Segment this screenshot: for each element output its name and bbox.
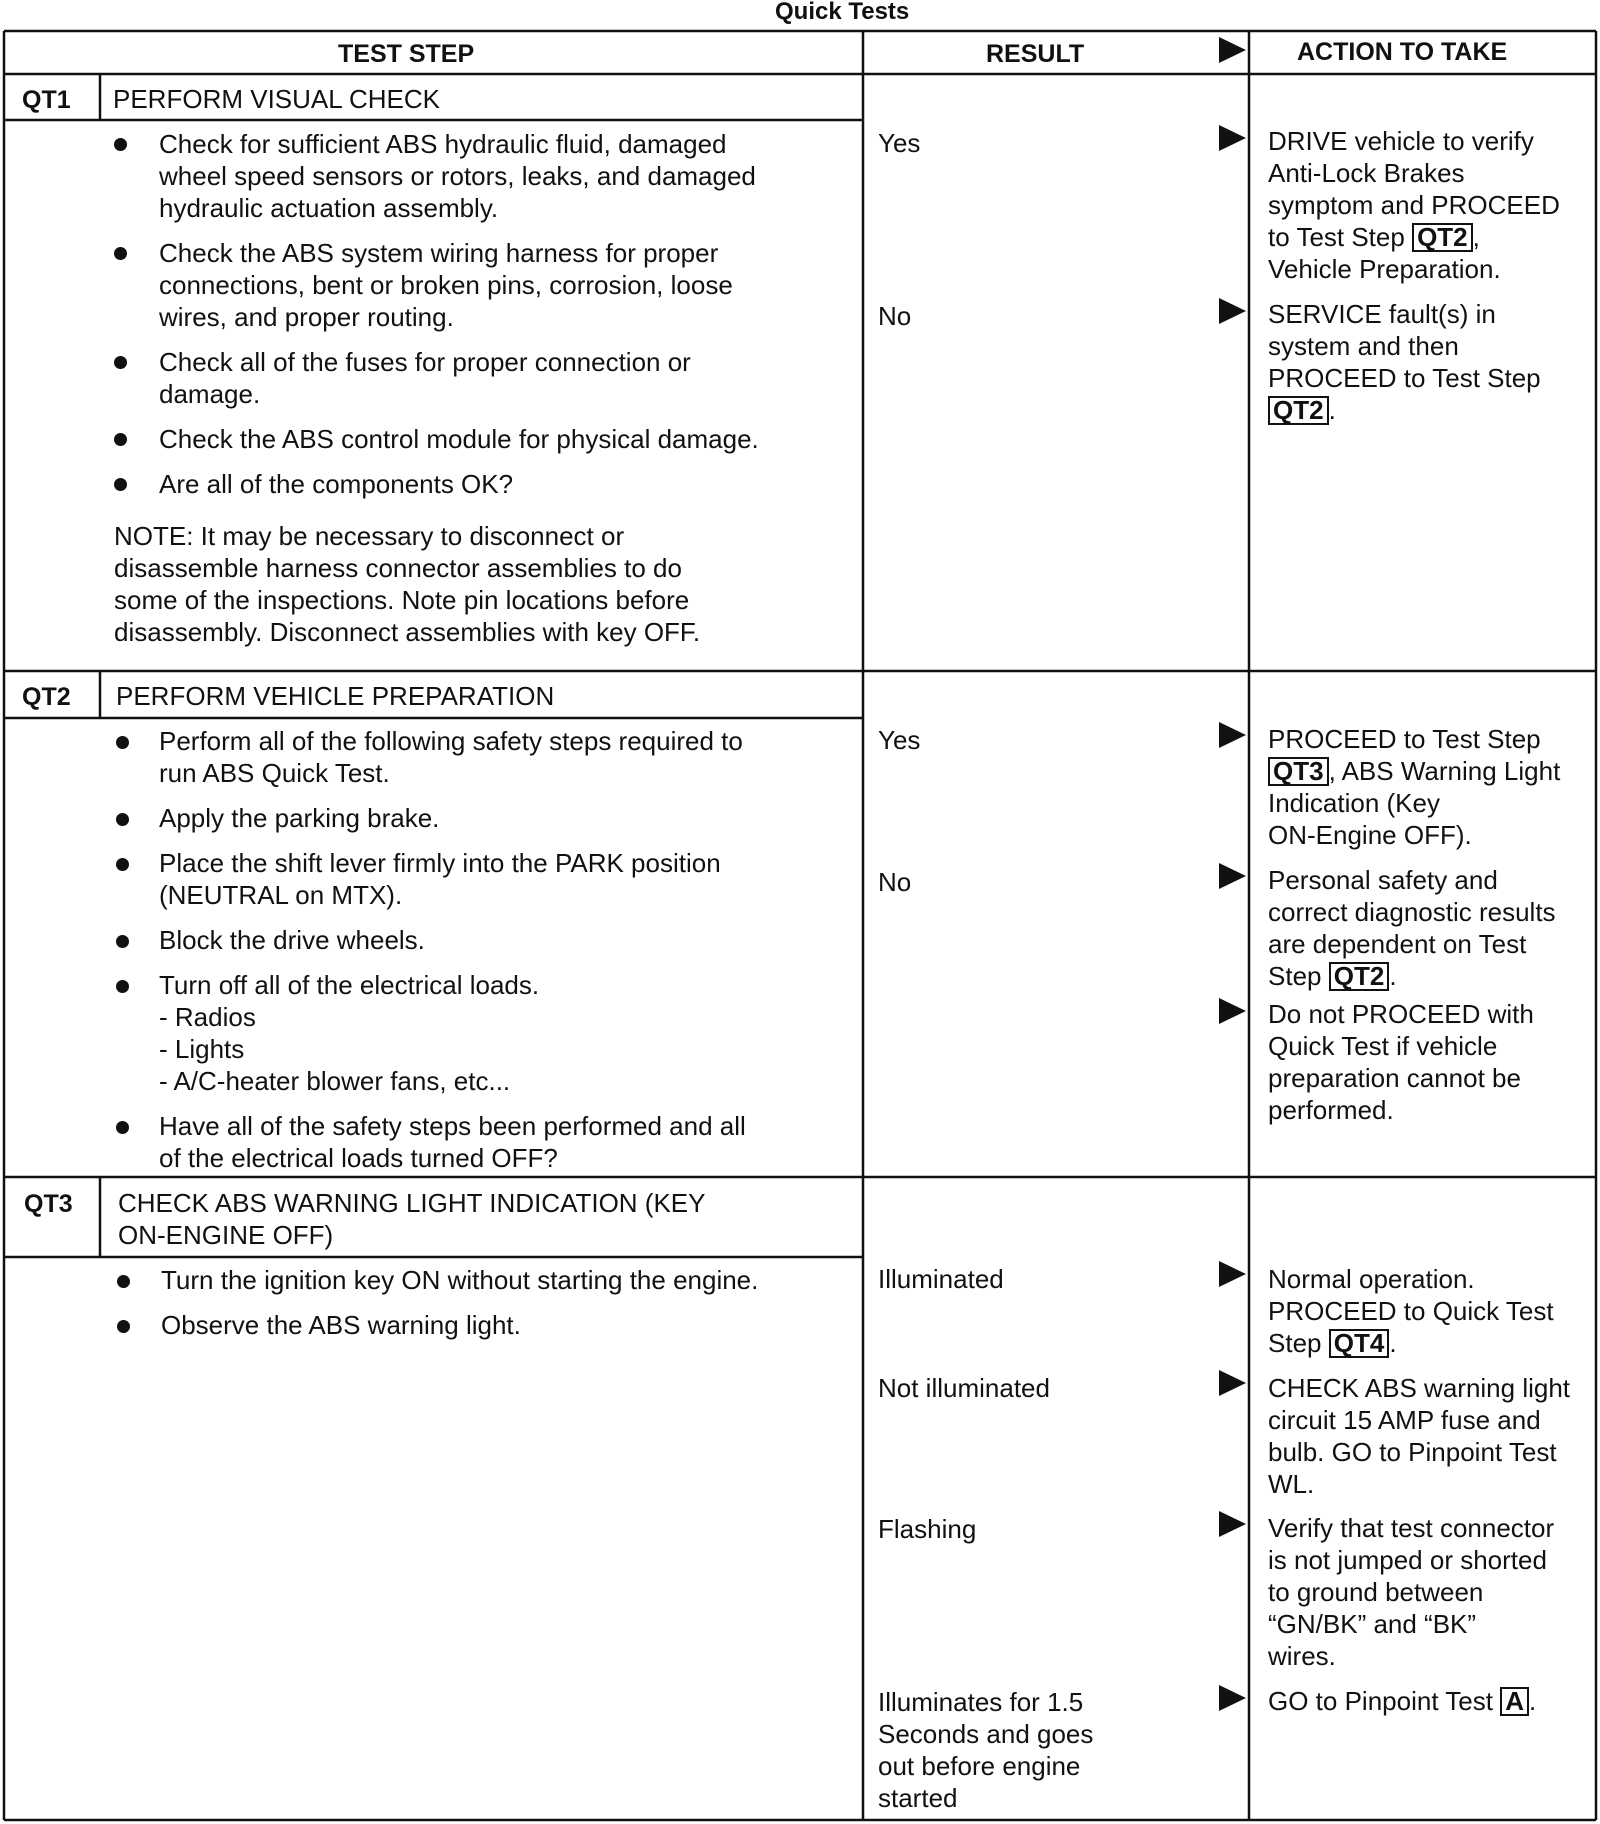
qt1-note-line-1: NOTE: It may be necessary to disconnect or bbox=[114, 521, 625, 551]
page-caption: Quick Tests bbox=[775, 0, 910, 25]
bullet-icon bbox=[114, 247, 127, 260]
qt1-action-yes-line-5: Vehicle Preparation. bbox=[1268, 254, 1501, 284]
qt2-bullet-6-line-1: Have all of the safety steps been performed and all bbox=[159, 1111, 746, 1141]
qt2-bullet-1-line-1: Perform all of the following safety steps required to bbox=[159, 726, 743, 756]
bullet-icon bbox=[116, 1121, 129, 1134]
qt2-bullet-4-line-1: Block the drive wheels. bbox=[159, 925, 425, 955]
qt2-action-no-line-3: are dependent on Test bbox=[1268, 929, 1527, 959]
qt2-bullet-5-line-3: - Lights bbox=[159, 1034, 245, 1064]
qt2-bullet-2-line-1: Apply the parking brake. bbox=[159, 803, 440, 833]
bullet-icon bbox=[114, 433, 127, 446]
qt3-action-1-line-3: Step QT4 . bbox=[1268, 1328, 1397, 1358]
qt1-bullet-4-line-1: Check the ABS control module for physical damage. bbox=[159, 424, 759, 454]
qt1-action-no-line-3: PROCEED to Test Step bbox=[1268, 363, 1541, 393]
test-step-ref-qt4: QT4 bbox=[1329, 1329, 1390, 1358]
qt1-bullet-2-line-2: connections, bent or broken pins, corrosion, loose bbox=[159, 270, 733, 300]
qt1-bullet-2-line-1: Check the ABS system wiring harness for proper bbox=[159, 238, 719, 268]
arrow-right-icon bbox=[1219, 125, 1246, 151]
qt2-bullet-3-line-1: Place the shift lever firmly into the PARK position bbox=[159, 848, 721, 878]
qt3-action-3-line-3: to ground between bbox=[1268, 1577, 1484, 1607]
qt2-bullet-6-line-2: of the electrical loads turned OFF? bbox=[159, 1143, 558, 1173]
header-test-step: TEST STEP bbox=[338, 40, 475, 68]
bullet-icon bbox=[114, 138, 127, 151]
qt1-bullet-1-line-2: wheel speed sensors or rotors, leaks, and damaged bbox=[159, 161, 756, 191]
qt1-note-line-2: disassemble harness connector assemblies to do bbox=[114, 553, 682, 583]
qt3-action-2-line-4: WL. bbox=[1268, 1469, 1315, 1499]
qt2-bullet-3-line-2: (NEUTRAL on MTX). bbox=[159, 880, 403, 910]
qt2-action-yes-line-2: QT3 , ABS Warning Light bbox=[1268, 755, 1560, 788]
qt3-result-illuminated: Illuminated bbox=[878, 1264, 1004, 1294]
qt2-bullet-5-line-1: Turn off all of the electrical loads. bbox=[159, 970, 540, 1000]
qt3-bullet-1-line-1: Turn the ignition key ON without starting the engine. bbox=[161, 1265, 759, 1295]
qt3-action-2-line-2: circuit 15 AMP fuse and bbox=[1268, 1405, 1541, 1435]
qt1-action-yes-line-1: DRIVE vehicle to verify bbox=[1268, 126, 1534, 156]
qt2-action-no2-line-1: Do not PROCEED with bbox=[1268, 999, 1534, 1029]
arrow-right-icon bbox=[1219, 298, 1246, 324]
bullet-icon bbox=[116, 935, 129, 948]
bullet-icon bbox=[114, 356, 127, 369]
qt3-result-flashing: Flashing bbox=[878, 1514, 977, 1544]
qt1-bullet-3-line-1: Check all of the fuses for proper connection or bbox=[159, 347, 691, 377]
qt2-action-no-line-1: Personal safety and bbox=[1268, 865, 1498, 895]
qt1-bullet-1-line-3: hydraulic actuation assembly. bbox=[159, 193, 499, 223]
bullet-icon bbox=[116, 980, 129, 993]
qt2-result-no: No bbox=[878, 867, 912, 897]
qt3-result-r4-line-3: out before engine bbox=[878, 1751, 1081, 1781]
test-step-ref-qt2: QT2 bbox=[1412, 223, 1473, 252]
qt2-id: QT2 bbox=[22, 683, 71, 711]
qt1-note-line-4: disassembly. Disconnect assemblies with key OFF. bbox=[114, 617, 701, 647]
qt1-bullet-5-line-1: Are all of the components OK? bbox=[159, 469, 514, 499]
qt3-title-line-1: CHECK ABS WARNING LIGHT INDICATION (KEY bbox=[118, 1188, 706, 1218]
qt3-action-3-line-2: is not jumped or shorted bbox=[1268, 1545, 1547, 1575]
qt3-action-1-line-2: PROCEED to Quick Test bbox=[1268, 1296, 1554, 1326]
qt3-result-r4-line-2: Seconds and goes bbox=[878, 1719, 1094, 1749]
test-step-ref-qt2: QT2 bbox=[1329, 962, 1390, 991]
qt3-action-3-line-5: wires. bbox=[1268, 1641, 1336, 1671]
qt3-result-not-illuminated: Not illuminated bbox=[878, 1373, 1050, 1403]
qt1-result-yes: Yes bbox=[878, 128, 921, 158]
bullet-icon bbox=[116, 858, 129, 871]
qt2-bullet-5-line-4: - A/C-heater blower fans, etc... bbox=[159, 1066, 511, 1096]
bullet-icon bbox=[116, 736, 129, 749]
qt2-result-yes: Yes bbox=[878, 725, 921, 755]
bullet-icon bbox=[114, 478, 127, 491]
qt2-action-no-line-2: correct diagnostic results bbox=[1268, 897, 1556, 927]
arrow-right-icon bbox=[1219, 1685, 1246, 1711]
qt2-bullet-1-line-2: run ABS Quick Test. bbox=[159, 758, 390, 788]
bullet-icon bbox=[117, 1320, 130, 1333]
header-action: ACTION TO TAKE bbox=[1297, 38, 1508, 66]
pinpoint-test-ref-a: A bbox=[1500, 1687, 1529, 1716]
bullet-icon bbox=[117, 1275, 130, 1288]
qt3-action-2-line-1: CHECK ABS warning light bbox=[1268, 1373, 1571, 1403]
qt3-bullet-2-line-1: Observe the ABS warning light. bbox=[161, 1310, 521, 1340]
qt3-result-r4-line-1: Illuminates for 1.5 bbox=[878, 1687, 1084, 1717]
qt1-action-yes-line-2: Anti-Lock Brakes bbox=[1268, 158, 1465, 188]
qt3-result-r4-line-4: started bbox=[878, 1783, 958, 1813]
qt1-title: PERFORM VISUAL CHECK bbox=[113, 84, 440, 114]
test-step-ref-qt3: QT3 bbox=[1268, 757, 1329, 786]
qt2-bullet-5-line-2: - Radios bbox=[159, 1002, 256, 1032]
qt3-action-3-line-1: Verify that test connector bbox=[1268, 1513, 1555, 1543]
qt1-bullet-2-line-3: wires, and proper routing. bbox=[159, 302, 454, 332]
test-step-ref-qt2: QT2 bbox=[1268, 396, 1329, 425]
qt3-action-2-line-3: bulb. GO to Pinpoint Test bbox=[1268, 1437, 1557, 1467]
arrow-right-icon bbox=[1219, 998, 1246, 1024]
arrow-right-icon bbox=[1219, 1370, 1246, 1396]
qt2-action-no2-line-4: performed. bbox=[1268, 1095, 1394, 1125]
qt1-action-no-line-2: system and then bbox=[1268, 331, 1459, 361]
arrow-right-icon bbox=[1219, 1511, 1246, 1537]
qt2-title: PERFORM VEHICLE PREPARATION bbox=[116, 681, 555, 711]
qt3-action-1-line-1: Normal operation. bbox=[1268, 1264, 1475, 1294]
arrow-right-icon bbox=[1219, 1261, 1246, 1287]
qt3-action-3-line-4: “GN/BK” and “BK” bbox=[1268, 1609, 1477, 1639]
qt1-note-line-3: some of the inspections. Note pin locations before bbox=[114, 585, 690, 615]
qt3-title-line-2: ON-ENGINE OFF) bbox=[118, 1220, 334, 1250]
qt1-result-no: No bbox=[878, 301, 912, 331]
qt1-bullet-1-line-1: Check for sufficient ABS hydraulic fluid, damaged bbox=[159, 129, 727, 159]
header-result: RESULT bbox=[986, 40, 1085, 68]
qt2-action-no2-line-3: preparation cannot be bbox=[1268, 1063, 1521, 1093]
qt1-bullet-3-line-2: damage. bbox=[159, 379, 261, 409]
qt1-id: QT1 bbox=[22, 86, 71, 114]
header-arrow-icon bbox=[1219, 37, 1246, 63]
bullet-icon bbox=[116, 813, 129, 826]
qt2-action-yes-line-1: PROCEED to Test Step bbox=[1268, 724, 1541, 754]
qt1-action-no-line-4: QT2 . bbox=[1268, 394, 1336, 427]
qt1-action-yes-line-3: symptom and PROCEED bbox=[1268, 190, 1560, 220]
arrow-right-icon bbox=[1219, 863, 1246, 889]
qt2-action-no-line-4: Step QT2 . bbox=[1268, 961, 1397, 991]
qt3-action-4-line-1: GO to Pinpoint Test A . bbox=[1268, 1686, 1537, 1716]
arrow-right-icon bbox=[1219, 722, 1246, 748]
qt1-action-yes-line-4: to Test Step QT2 , bbox=[1268, 222, 1480, 252]
qt2-action-no2-line-2: Quick Test if vehicle bbox=[1268, 1031, 1498, 1061]
qt2-action-yes-line-3: Indication (Key bbox=[1268, 788, 1440, 818]
qt3-id: QT3 bbox=[24, 1190, 73, 1218]
qt1-action-no-line-1: SERVICE fault(s) in bbox=[1268, 299, 1496, 329]
qt2-action-yes-line-4: ON-Engine OFF). bbox=[1268, 820, 1472, 850]
